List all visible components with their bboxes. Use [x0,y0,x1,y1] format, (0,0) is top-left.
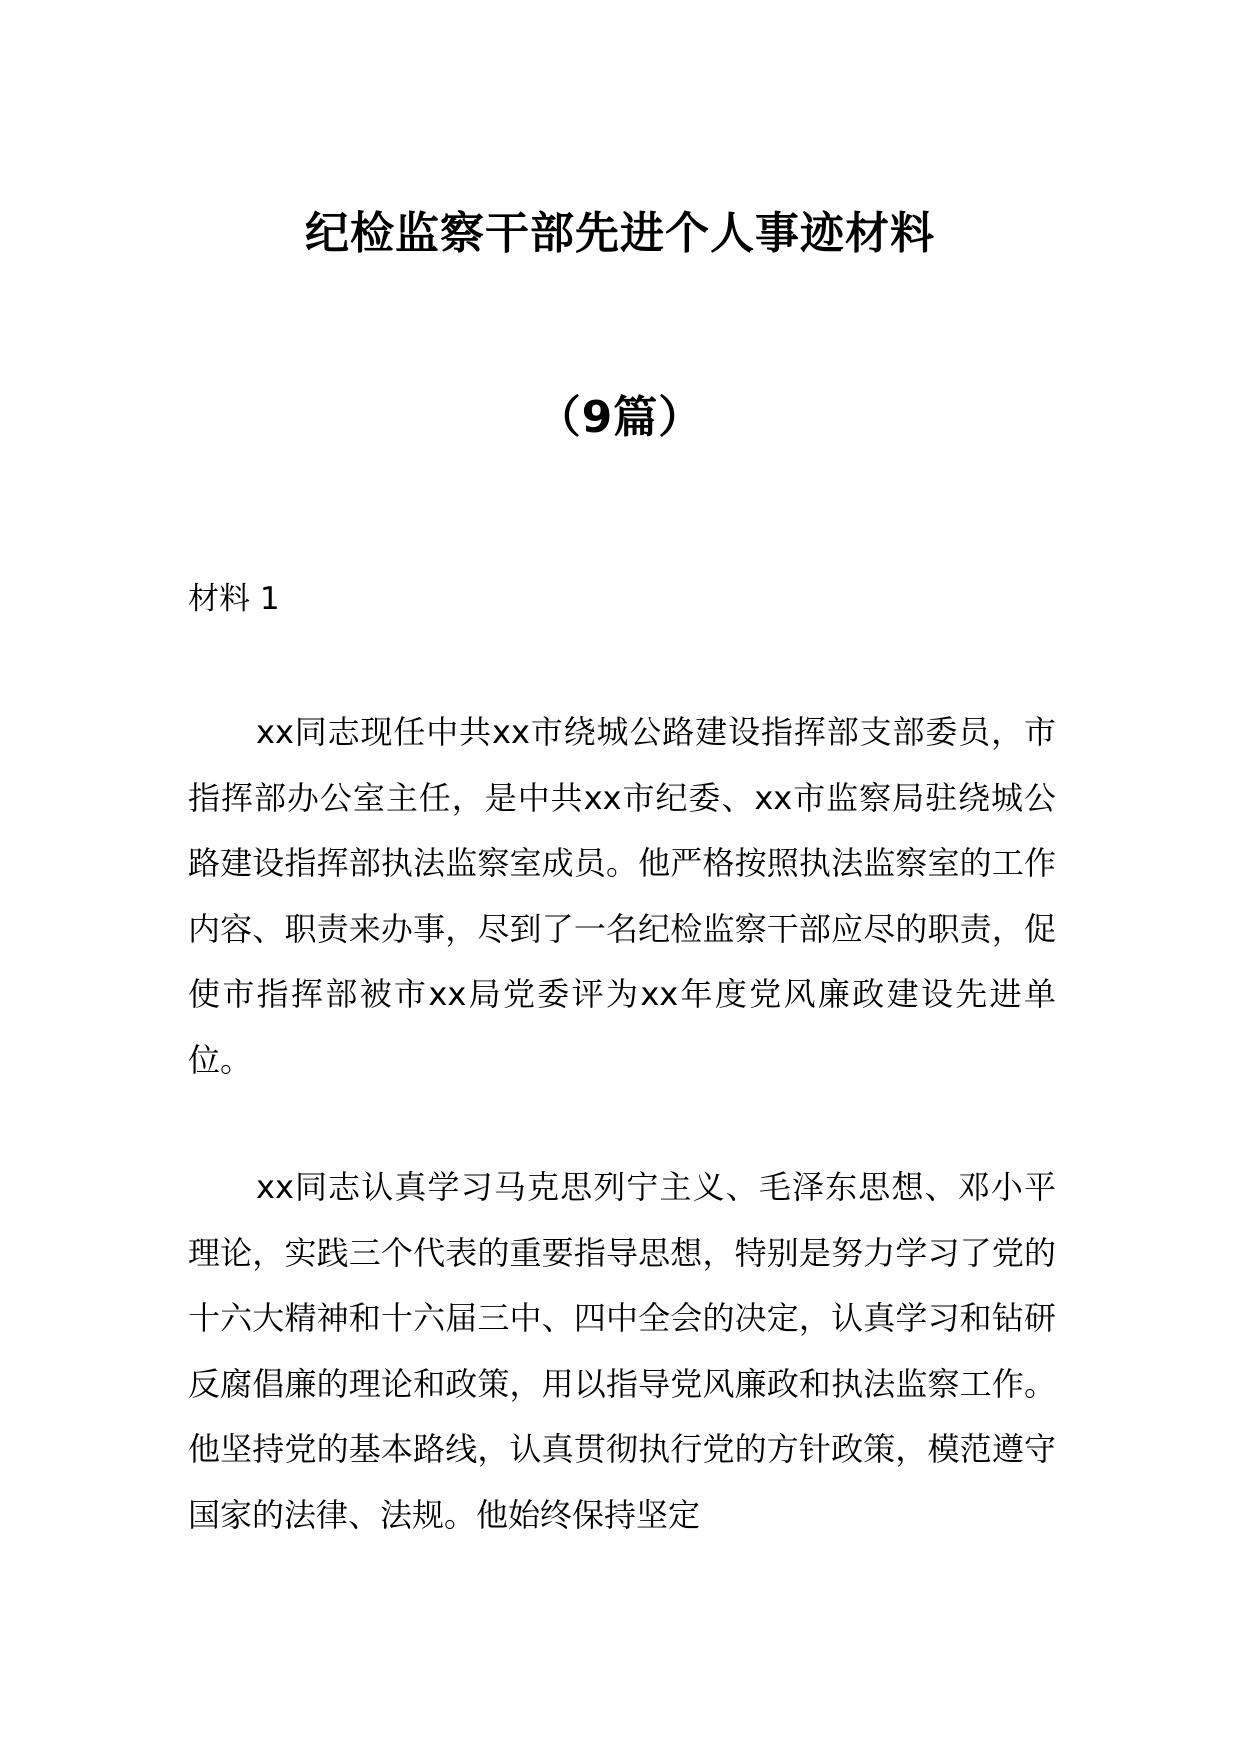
section-label: 材料 1 [188,581,280,617]
paragraph-2: xx同志认真学习马克思列宁主义、毛泽东思想、邓小平理论，实践三个代表的重要指导思想，特别是努力学习了党的十六大精神和十六届三中、四中全会的决定，认真学习和钻研反腐倡廉的理论和政策，用以指导党风廉政和执法监察工作。他坚持党的基本路线，认真贯彻执行党的方针政策，模范遵守国家的法律、法规。他始终保持坚定 [188,1168,1056,1534]
document-title: 纪检监察干部先进个人事迹材料 [305,208,935,259]
paragraph-1: xx同志现任中共xx市绕城公路建设指挥部支部委员，市指挥部办公室主任，是中共xx市纪委、xx市监察局驻绕城公路建设指挥部执法监察室成员。他严格按照执法监察室的工作内容、职责来办事，尽到了一名纪检监察干部应尽的职责，促使市指挥部被市xx局党委评为xx年度党风廉政建设先进单位。 [188,713,1056,1079]
document-subtitle: （9篇） [536,392,704,443]
